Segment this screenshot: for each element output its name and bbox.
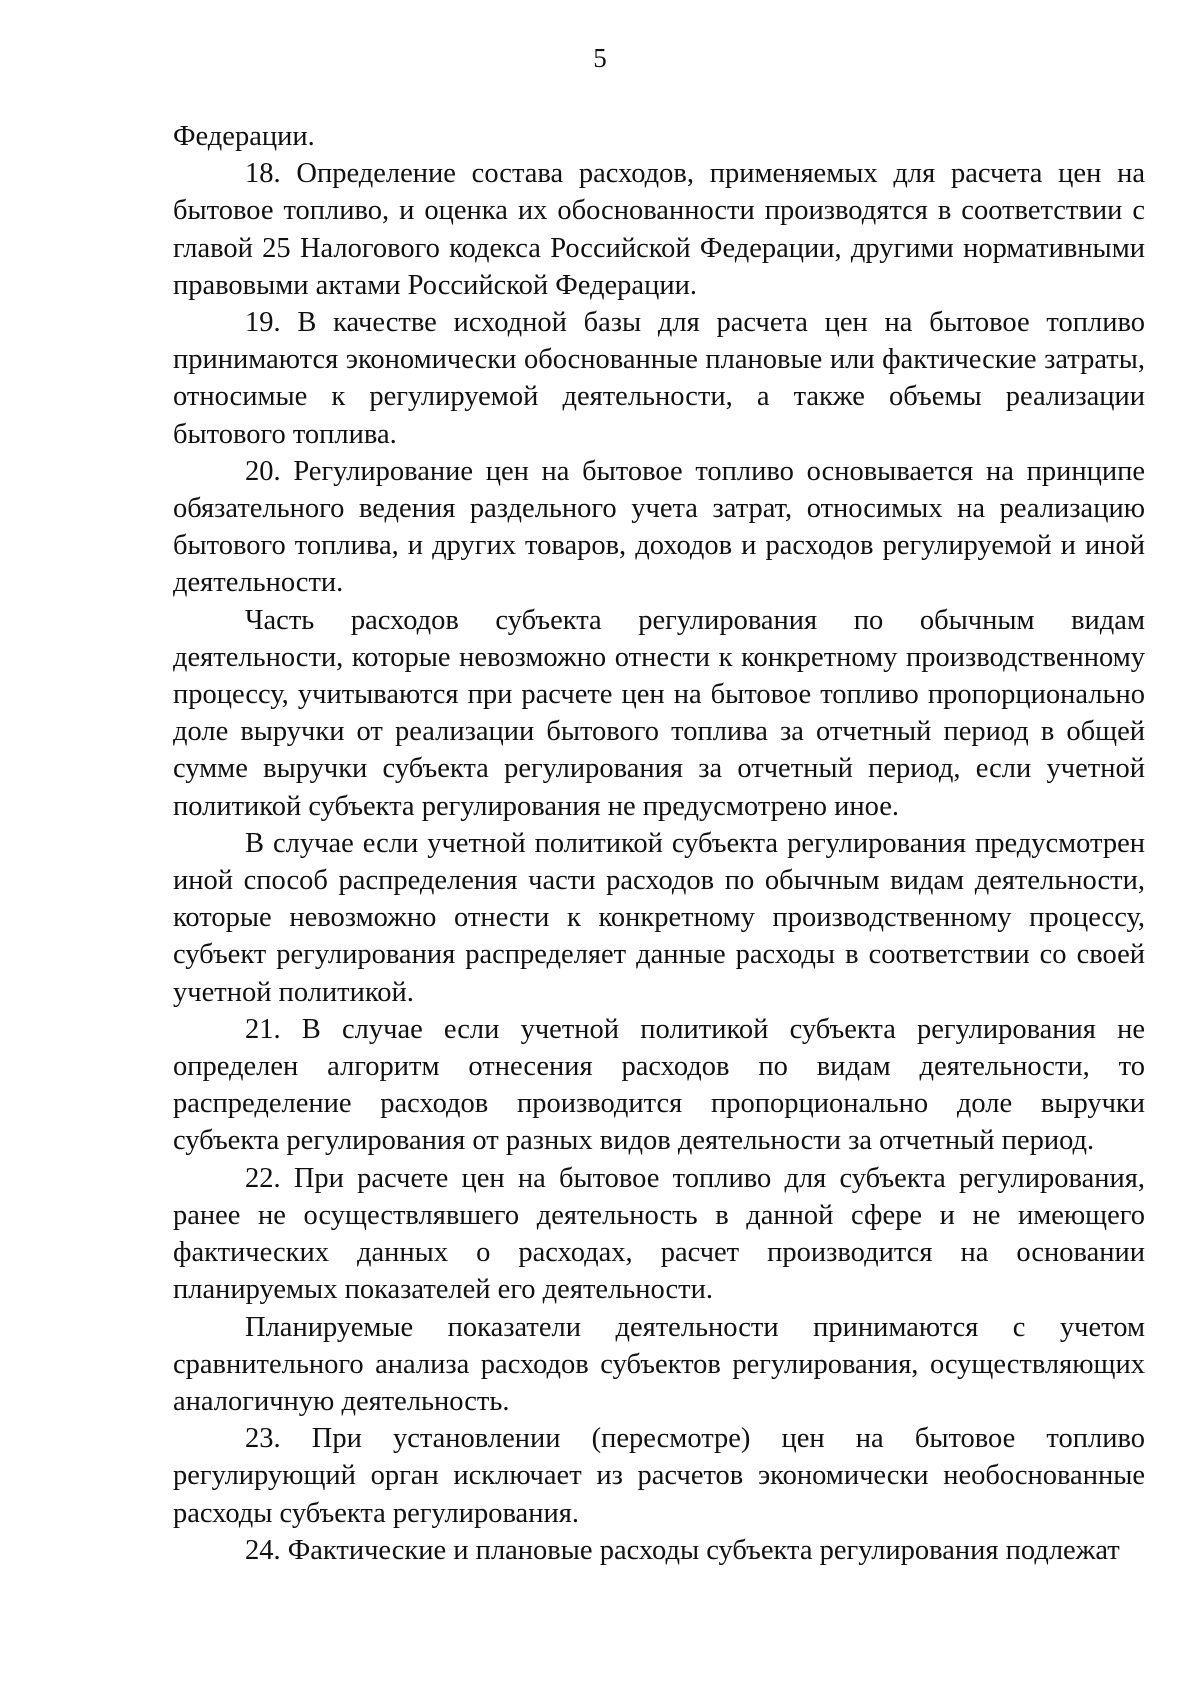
- paragraph-19: 19. В качестве исходной базы для расчета цен на бытовое топливо принимаются экономически обоснованные плановые или фактические затраты, относимые к регулируемой деятельности, а также объемы реализации бытового топлива.: [173, 307, 1145, 450]
- paragraph-20-part-2: Часть расходов субъекта регулирования по обычным видам деятельности, которые невозможно отнести к конкретному производственному процессу, учитываются при расчете цен на бытовое топливо пропорционально доле выручки от реализации бытового топлива за отчетный период в общей сумме выручки субъекта регулирования за отчетный период, если учетной политикой субъекта регулирования не предусмотрено иное.: [173, 604, 1145, 822]
- paragraph-20-part-3: В случае если учетной политикой субъекта регулирования предусмотрен иной способ распределения части расходов по обычным видам деятельности, которые невозможно отнести к конкретному производственному процессу, субъект регулирования распределяет данные расходы в соответствии со своей учетной политикой.: [173, 827, 1145, 1008]
- paragraph-22: 22. При расчете цен на бытовое топливо для субъекта регулирования, ранее не осуществлявшего деятельность в данной сфере и не имеющего фактических данных о расходах, расчет производится на основании планируемых показателей его деятельности.: [173, 1162, 1145, 1306]
- paragraph-18: 18. Определение состава расходов, применяемых для расчета цен на бытовое топливо, и оценка их обоснованности производятся в соответствии с главой 25 Налогового кодекса Российской Федерации, другими нормативными правовыми актами Российской Федерации.: [173, 158, 1145, 301]
- paragraph-23: 23. При установлении (пересмотре) цен на бытовое топливо регулирующий орган исключает из расчетов экономически необоснованные расходы субъекта регулирования.: [173, 1423, 1145, 1529]
- paragraph-22-part-2: Планируемые показатели деятельности принимаются с учетом сравнительного анализа расходов субъектов регулирования, осуществляющих аналогичную деятельность.: [173, 1311, 1145, 1417]
- document-body: [173, 118, 1145, 1569]
- paragraph-21: 21. В случае если учетной политикой субъекта регулирования не определен алгоритм отнесения расходов по видам деятельности, то распределение расходов производится пропорционально доле выручки субъекта регулирования от разных видов деятельности за отчетный период.: [173, 1013, 1145, 1157]
- paragraph-20: 20. Регулирование цен на бытовое топливо основывается на принципе обязательного ведения раздельного учета затрат, относимых на реализацию бытового топлива, и других товаров, доходов и расходов регулируемой и иной деятельности.: [173, 455, 1145, 599]
- page-number: 5: [593, 43, 607, 73]
- paragraph-continuation: Федерации.: [173, 121, 315, 152]
- paragraph-24: 24. Фактические и плановые расходы субъекта регулирования подлежат: [245, 1534, 1120, 1566]
